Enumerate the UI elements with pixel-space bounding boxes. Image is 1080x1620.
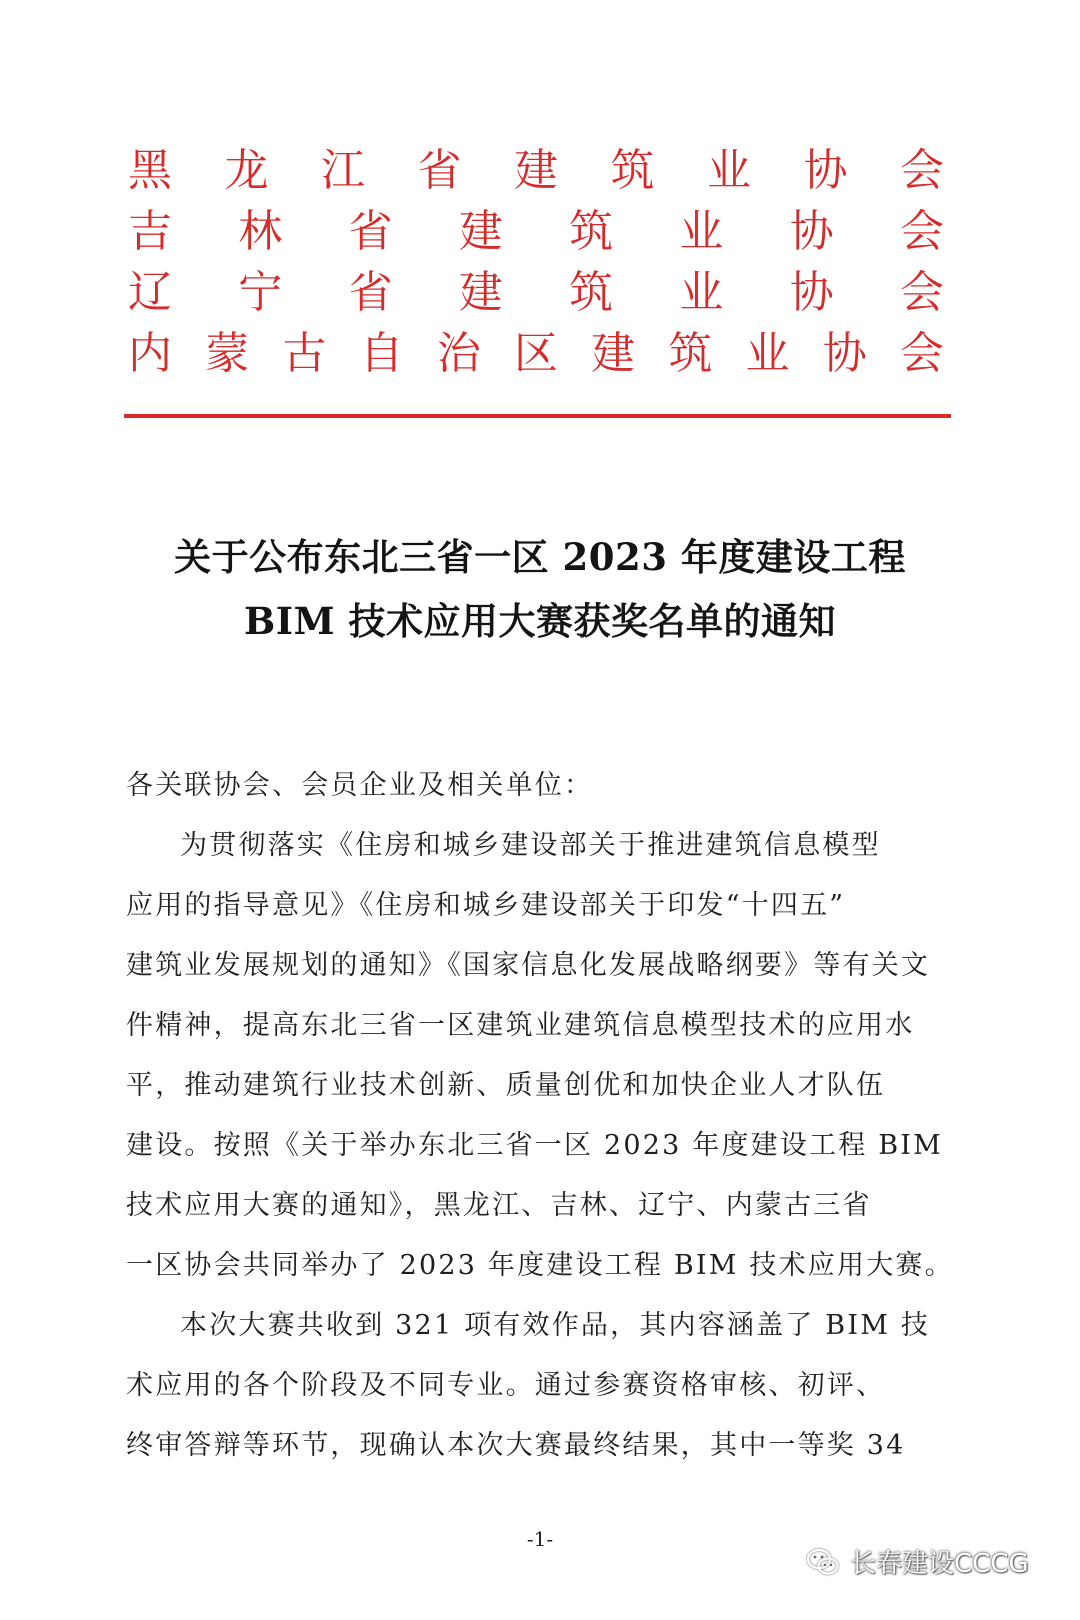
org-name-char: 林 xyxy=(238,206,283,257)
org-name-line xyxy=(126,323,946,384)
org-name-char: 自 xyxy=(359,328,404,379)
org-name-char: 内 xyxy=(128,328,172,379)
paragraph-1-line: 平，推动建筑行业技术创新、质量创优和加快企业人才队伍 xyxy=(126,1070,886,1101)
org-name-char: 省 xyxy=(417,145,462,196)
paragraph-2-line: 术应用的各个阶段及不同专业。通过参赛资格审核、初评、 xyxy=(126,1370,886,1401)
org-name-char: 协 xyxy=(803,145,848,196)
paragraph-1-line: 一区协会共同举办了 2023 年度建设工程 BIM 技术应用大赛。 xyxy=(126,1250,954,1281)
wechat-icon xyxy=(806,1547,840,1577)
paragraph-1-line: 建设。按照《关于举办东北三省一区 2023 年度建设工程 BIM xyxy=(126,1130,944,1161)
paragraph-2-line: 本次大赛共收到 321 项有效作品，其内容涵盖了 BIM 技 xyxy=(180,1310,931,1341)
org-name-char: 筑 xyxy=(610,145,655,196)
org-name-char: 吉 xyxy=(128,206,172,257)
org-name-char: 业 xyxy=(745,328,790,379)
org-name-char: 业 xyxy=(679,206,724,257)
org-name-char: 建 xyxy=(458,267,503,318)
org-name-char: 区 xyxy=(513,328,558,379)
org-name-char: 省 xyxy=(348,267,393,318)
paragraph-1-line: 技术应用大赛的通知》，黑龙江、吉林、辽宁、内蒙古三省 xyxy=(126,1190,872,1221)
document-body xyxy=(126,756,954,1476)
org-name-line xyxy=(126,201,946,262)
org-name-char: 协 xyxy=(789,267,834,318)
org-name-char: 业 xyxy=(679,267,724,318)
org-name-line xyxy=(126,262,946,323)
org-name-char: 建 xyxy=(458,206,503,257)
org-name-char: 筑 xyxy=(569,206,614,257)
paragraph-2-line: 终审答辩等环节，现确认本次大赛最终结果，其中一等奖 34 xyxy=(126,1430,906,1461)
org-name-char: 协 xyxy=(822,328,867,379)
letterhead-divider xyxy=(124,414,951,418)
org-name-char: 蒙 xyxy=(205,328,250,379)
title-line-2: BIM 技术应用大赛获奖名单的通知 xyxy=(244,599,836,643)
paragraph-1-line: 件精神，提高东北三省一区建筑业建筑信息模型技术的应用水 xyxy=(126,1010,915,1041)
page-number: -1- xyxy=(526,1527,554,1551)
org-name-line xyxy=(126,140,946,201)
title-line-1: 关于公布东北三省一区 2023 年度建设工程 xyxy=(174,535,906,579)
org-name-char: 会 xyxy=(899,328,944,379)
org-name-char: 筑 xyxy=(668,328,713,379)
org-name-char: 会 xyxy=(899,267,944,318)
org-name-char: 古 xyxy=(282,328,327,379)
org-name-char: 龙 xyxy=(224,145,269,196)
org-name-char: 会 xyxy=(900,145,944,196)
org-name-char: 省 xyxy=(348,206,393,257)
org-name-char: 治 xyxy=(436,328,481,379)
letterhead xyxy=(126,140,946,384)
org-name-char: 宁 xyxy=(238,267,283,318)
paragraph-1-line: 应用的指导意见》《住房和城乡建设部关于印发“十四五” xyxy=(126,890,846,921)
source-watermark xyxy=(806,1543,1029,1580)
org-name-char: 业 xyxy=(707,145,751,196)
document-title xyxy=(120,525,960,653)
org-name-char: 建 xyxy=(514,145,558,196)
org-name-char: 黑 xyxy=(128,145,172,196)
watermark-text: 长春建设CCCG xyxy=(850,1549,1029,1579)
paragraph-1-line: 建筑业发展规划的通知》《国家信息化发展战略纲要》等有关文 xyxy=(126,950,931,981)
org-name-char: 协 xyxy=(789,206,834,257)
org-name-char: 江 xyxy=(321,145,365,196)
paragraph-1-line: 为贯彻落实《住房和城乡建设部关于推进建筑信息模型 xyxy=(180,830,881,861)
org-name-char: 辽 xyxy=(128,267,172,318)
salutation: 各关联协会、会员企业及相关单位： xyxy=(126,770,594,801)
org-name-char: 会 xyxy=(899,206,944,257)
org-name-char: 建 xyxy=(591,328,636,379)
org-name-char: 筑 xyxy=(569,267,614,318)
